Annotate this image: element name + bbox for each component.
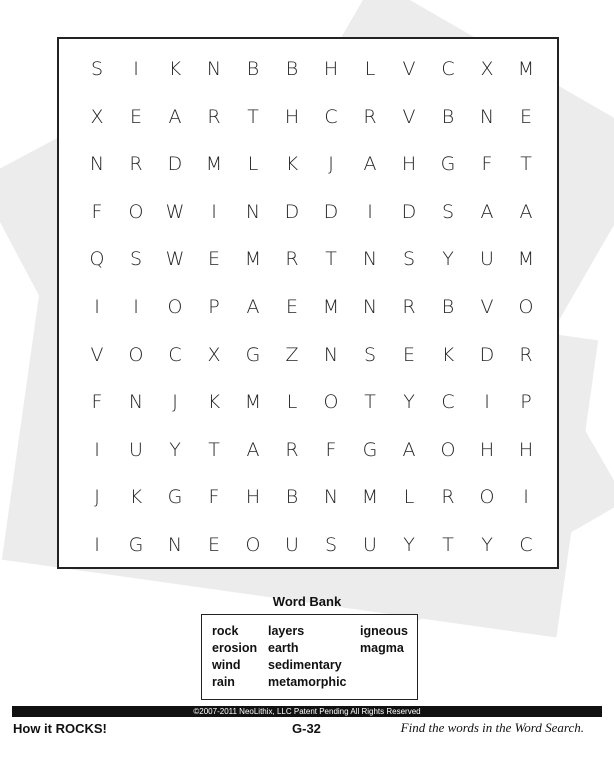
- grid-letter: E: [285, 296, 298, 318]
- grid-letter: T: [520, 153, 532, 176]
- grid-letter: A: [168, 105, 182, 128]
- grid-letter: M: [244, 248, 262, 271]
- grid-letter: L: [364, 58, 376, 80]
- grid-letter: S: [90, 58, 104, 80]
- instruction-text: Find the words in the Word Search.: [400, 720, 584, 735]
- grid-letter: N: [362, 296, 378, 318]
- grid-letter: A: [246, 438, 260, 461]
- grid-letter: Y: [169, 438, 181, 461]
- grid-letter: D: [284, 200, 300, 223]
- grid-letter: T: [208, 438, 220, 461]
- word-bank-item: erosion: [212, 641, 258, 655]
- grid-letter: S: [363, 343, 377, 366]
- grid-letter: O: [323, 391, 339, 414]
- grid-letter: L: [403, 486, 415, 509]
- grid-letter: M: [517, 248, 535, 271]
- grid-letter: N: [323, 486, 339, 509]
- grid-letter: H: [284, 105, 300, 128]
- grid-letter: V: [480, 296, 494, 318]
- grid-letter: M: [205, 153, 223, 176]
- grid-letter: F: [91, 391, 103, 414]
- grid-letter: A: [480, 200, 494, 223]
- grid-letter: T: [364, 391, 376, 414]
- grid-letter: K: [441, 343, 455, 366]
- grid-letter: N: [128, 391, 144, 414]
- grid-letter: I: [133, 58, 139, 80]
- grid-letter: H: [518, 438, 534, 461]
- grid-letter: N: [362, 248, 378, 271]
- grid-letter: X: [480, 58, 494, 80]
- grid-letter: A: [246, 296, 260, 318]
- grid-letter: I: [94, 296, 100, 318]
- word-bank-item: magma: [360, 641, 404, 655]
- grid-letter: I: [94, 438, 100, 461]
- grid-letter: O: [167, 296, 183, 318]
- grid-letter: R: [519, 343, 533, 366]
- word-bank-item: rain: [212, 675, 235, 689]
- grid-letter: E: [519, 105, 532, 128]
- grid-letter: I: [484, 391, 490, 414]
- word-bank-box: [201, 614, 418, 700]
- grid-letter: G: [440, 153, 456, 176]
- grid-letter: A: [402, 438, 416, 461]
- grid-letter: E: [207, 248, 220, 271]
- grid-letter: W: [165, 248, 185, 271]
- grid-letter: I: [523, 486, 529, 509]
- grid-letter: F: [208, 486, 220, 509]
- grid-letter: H: [323, 58, 339, 80]
- grid-letter: G: [245, 343, 261, 366]
- word-search-frame: [57, 37, 559, 569]
- grid-letter: F: [91, 200, 103, 223]
- grid-letter: G: [362, 438, 378, 461]
- word-search-grid: [79, 54, 541, 562]
- page-number: G-32: [292, 721, 321, 736]
- grid-letter: D: [401, 200, 417, 223]
- grid-letter: R: [285, 248, 299, 271]
- word-bank-item: wind: [212, 658, 241, 672]
- word-bank-item: sedimentary: [268, 658, 342, 672]
- grid-letter: C: [324, 105, 338, 128]
- grid-letter: P: [208, 296, 220, 318]
- grid-letter: V: [402, 105, 416, 128]
- grid-letter: L: [286, 391, 298, 414]
- grid-letter: Y: [403, 534, 415, 556]
- grid-letter: N: [323, 343, 339, 366]
- grid-letter: N: [245, 200, 261, 223]
- grid-letter: C: [441, 391, 455, 414]
- grid-letter: N: [206, 58, 222, 80]
- grid-letter: E: [402, 343, 415, 366]
- grid-letter: V: [90, 343, 104, 366]
- word-bank-item: igneous: [360, 624, 408, 638]
- word-bank-item: earth: [268, 641, 299, 655]
- grid-letter: D: [479, 343, 495, 366]
- grid-letter: F: [325, 438, 337, 461]
- grid-letter: G: [167, 486, 183, 509]
- word-bank-item: rock: [212, 624, 239, 638]
- grid-letter: U: [363, 534, 377, 556]
- word-bank-title: Word Bank: [272, 594, 342, 609]
- grid-letter: D: [167, 153, 183, 176]
- grid-letter: B: [285, 58, 299, 80]
- grid-letter: Z: [285, 343, 299, 366]
- grid-letter: O: [128, 343, 144, 366]
- grid-letter: O: [245, 534, 261, 556]
- grid-letter: P: [520, 391, 532, 414]
- word-bank-item: metamorphic: [268, 675, 347, 689]
- grid-letter: D: [323, 200, 339, 223]
- grid-letter: K: [207, 391, 221, 414]
- grid-letter: M: [361, 486, 379, 509]
- grid-letter: W: [165, 200, 185, 223]
- grid-letter: B: [285, 486, 299, 509]
- grid-letter: R: [402, 296, 416, 318]
- grid-letter: R: [207, 105, 221, 128]
- grid-letter: K: [285, 153, 299, 176]
- grid-letter: H: [245, 486, 261, 509]
- grid-letter: E: [129, 105, 142, 128]
- grid-letter: K: [129, 486, 143, 509]
- grid-letter: L: [247, 153, 259, 176]
- grid-letter: V: [402, 58, 416, 80]
- grid-letter: C: [519, 534, 533, 556]
- grid-letter: A: [519, 200, 533, 223]
- grid-letter: J: [328, 153, 334, 176]
- grid-letter: J: [94, 486, 100, 509]
- grid-letter: U: [480, 248, 494, 271]
- grid-letter: M: [322, 296, 340, 318]
- grid-letter: A: [363, 153, 377, 176]
- grid-letter: R: [441, 486, 455, 509]
- grid-letter: H: [401, 153, 417, 176]
- word-bank-item: layers: [268, 624, 305, 638]
- grid-letter: U: [285, 534, 299, 556]
- grid-letter: Y: [481, 534, 493, 556]
- grid-letter: T: [325, 248, 337, 271]
- grid-letter: U: [129, 438, 143, 461]
- grid-letter: G: [128, 534, 144, 556]
- grid-letter: M: [517, 58, 535, 80]
- grid-letter: S: [402, 248, 416, 271]
- grid-letter: O: [128, 200, 144, 223]
- grid-letter: M: [244, 391, 262, 414]
- grid-letter: T: [442, 534, 454, 556]
- grid-letter: O: [518, 296, 534, 318]
- grid-letter: H: [479, 438, 495, 461]
- grid-letter: I: [211, 200, 217, 223]
- grid-letter: X: [207, 343, 221, 366]
- grid-letter: I: [133, 296, 139, 318]
- grid-letter: E: [207, 534, 220, 556]
- grid-letter: B: [246, 58, 260, 80]
- grid-letter: B: [441, 105, 455, 128]
- grid-letter: S: [129, 248, 143, 271]
- worksheet-title: How it ROCKS!: [13, 721, 107, 736]
- grid-letter: S: [324, 534, 338, 556]
- grid-letter: K: [168, 58, 182, 80]
- grid-letter: N: [89, 153, 105, 176]
- grid-letter: R: [285, 438, 299, 461]
- grid-letter: Y: [442, 248, 454, 271]
- grid-letter: Y: [403, 391, 415, 414]
- grid-letter: I: [367, 200, 373, 223]
- grid-letter: N: [167, 534, 183, 556]
- grid-letter: T: [247, 105, 259, 128]
- grid-letter: X: [90, 105, 104, 128]
- grid-letter: F: [481, 153, 493, 176]
- grid-letter: B: [441, 296, 455, 318]
- copyright-bar: ©2007-2011 NeoLithix, LLC Patent Pending All Rights Reserved: [12, 706, 602, 717]
- grid-letter: C: [441, 58, 455, 80]
- grid-letter: Q: [89, 248, 105, 271]
- grid-letter: R: [129, 153, 143, 176]
- grid-letter: R: [363, 105, 377, 128]
- grid-letter: O: [440, 438, 456, 461]
- grid-letter: O: [479, 486, 495, 509]
- grid-letter: N: [479, 105, 495, 128]
- grid-letter: C: [168, 343, 182, 366]
- grid-letter: I: [94, 534, 100, 556]
- grid-letter: J: [172, 391, 178, 414]
- grid-letter: S: [441, 200, 455, 223]
